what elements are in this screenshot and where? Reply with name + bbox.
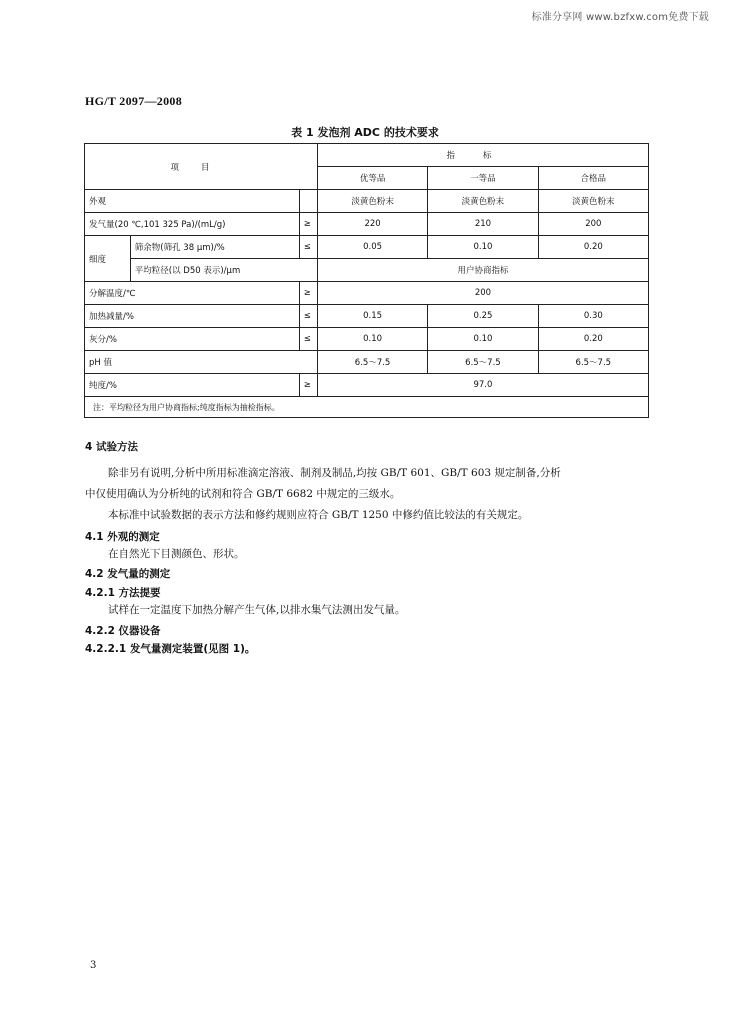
row-merged-value: 200 (317, 282, 648, 305)
table-row (85, 305, 649, 328)
row-value: 0.10 (428, 328, 538, 351)
row-value: 0.25 (428, 305, 538, 328)
row-value: 6.5～7.5 (538, 351, 648, 374)
row-merged-value: 97.0 (317, 374, 648, 397)
row-value: 210 (428, 213, 538, 236)
table-row (85, 259, 649, 282)
table-row (85, 328, 649, 351)
row-item: 发气量(20 ℃,101 325 Pa)/(mL/g) (85, 213, 300, 236)
section-4-2-1-title: 4.2.1 方法提要 (85, 587, 161, 599)
watermark-text: 标准分享网 www.bzfxw.com免费下载 (531, 12, 709, 23)
row-item: 筛余物(筛孔 38 μm)/% (130, 236, 299, 259)
row-operator (299, 190, 317, 213)
grade-header: 合格品 (538, 167, 648, 190)
row-operator: ≤ (299, 328, 317, 351)
table-caption: 表 1 发泡剂 ADC 的技术要求 (291, 126, 439, 139)
row-operator: ≥ (299, 282, 317, 305)
row-operator: ≤ (299, 236, 317, 259)
section-4-2-2-1-item: 4.2.2.1 发气量测定装置(见图 1)。 (85, 643, 256, 655)
row-value: 0.10 (317, 328, 427, 351)
row-value: 0.20 (538, 328, 648, 351)
row-value: 220 (317, 213, 427, 236)
section-4-paragraph-2: 本标准中试验数据的表示方法和修约规则应符合 GB/T 1250 中修约值比较法的有关规定。 (108, 509, 529, 521)
row-operator: ≤ (299, 305, 317, 328)
row-value: 0.30 (538, 305, 648, 328)
row-merged-value: 用户协商指标 (317, 259, 648, 282)
row-item: 纯度/% (85, 374, 300, 397)
row-value: 0.15 (317, 305, 427, 328)
table-row (85, 236, 649, 259)
row-value: 6.5～7.5 (428, 351, 538, 374)
section-4-paragraph-1-line-1: 除非另有说明,分析中所用标准滴定溶液、制剂及制品,均按 GB/T 601、GB/T 603 规定制备,分析 (108, 467, 561, 479)
section-4-title: 4 试验方法 (85, 441, 138, 453)
row-value: 淡黄色粉末 (317, 190, 427, 213)
section-4-2-1-paragraph: 试样在一定温度下加热分解产生气体,以排水集气法测出发气量。 (108, 604, 406, 616)
row-operator: ≥ (299, 374, 317, 397)
row-item: pH 值 (85, 351, 318, 374)
table-row (85, 213, 649, 236)
row-item: 灰分/% (85, 328, 300, 351)
header-item: 项目 (85, 144, 318, 190)
row-item: 加热减量/% (85, 305, 300, 328)
grade-header: 优等品 (317, 167, 427, 190)
table-row (85, 282, 649, 305)
row-item: 外观 (85, 190, 300, 213)
table-note: 注：平均粒径为用户协商指标;纯度指标为抽检指标。 (85, 397, 649, 418)
row-value: 淡黄色粉末 (538, 190, 648, 213)
row-group: 细度 (85, 236, 131, 282)
row-value: 0.10 (428, 236, 538, 259)
section-4-2-title: 4.2 发气量的测定 (85, 568, 171, 580)
spec-table (84, 143, 649, 418)
grade-header: 一等品 (428, 167, 538, 190)
row-item: 平均粒径(以 D50 表示)/μm (130, 259, 317, 282)
row-value: 200 (538, 213, 648, 236)
row-item: 分解温度/℃ (85, 282, 300, 305)
section-4-paragraph-1-line-2: 中仅使用确认为分析纯的试剂和符合 GB/T 6682 中规定的三级水。 (85, 488, 401, 500)
table-row (85, 351, 649, 374)
row-value: 0.20 (538, 236, 648, 259)
table-header-row (85, 144, 649, 167)
standard-number: HG/T 2097—2008 (85, 94, 182, 108)
table-row (85, 374, 649, 397)
page-number: 3 (90, 960, 97, 971)
table-note-row (85, 397, 649, 418)
section-4-1-title: 4.1 外观的测定 (85, 531, 160, 543)
row-value: 6.5～7.5 (317, 351, 427, 374)
section-4-1-paragraph: 在自然光下目测颜色、形状。 (108, 548, 245, 560)
table-row (85, 190, 649, 213)
row-value: 0.05 (317, 236, 427, 259)
section-4-2-2-title: 4.2.2 仪器设备 (85, 625, 161, 637)
header-indicator: 指标 (317, 144, 648, 167)
row-operator: ≥ (299, 213, 317, 236)
row-value: 淡黄色粉末 (428, 190, 538, 213)
